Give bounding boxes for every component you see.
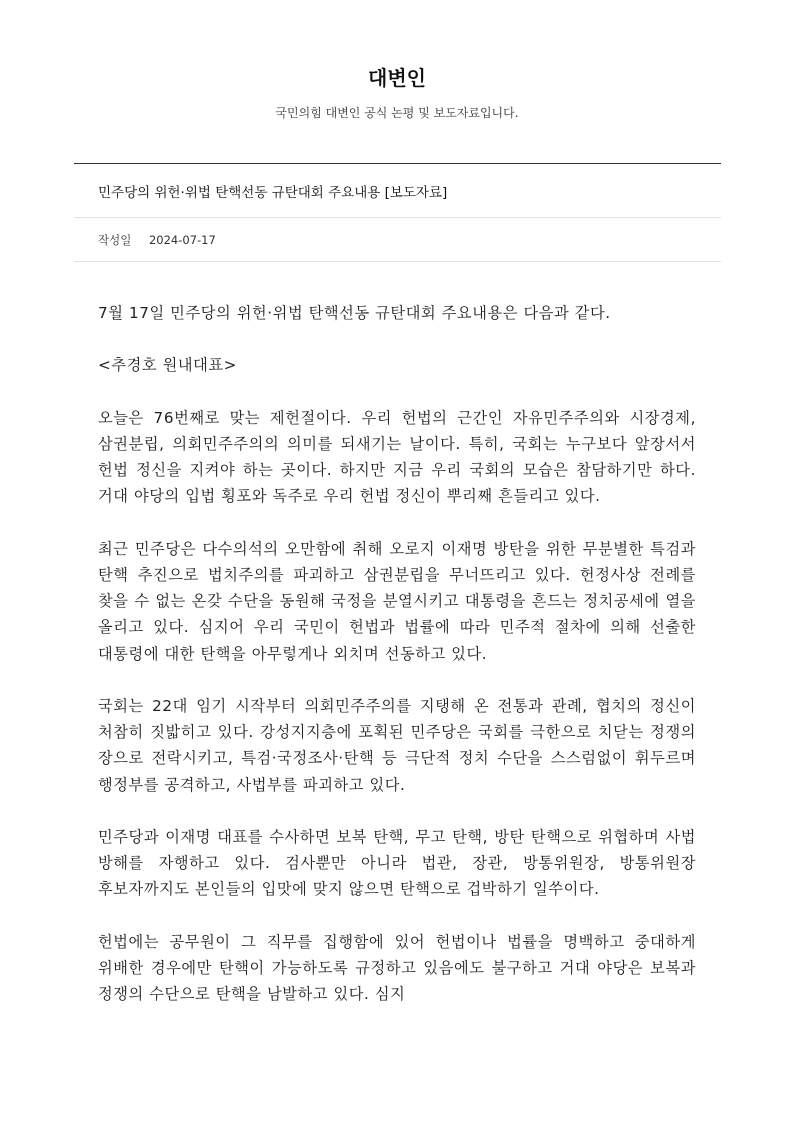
article-date: 2024-07-17	[148, 233, 216, 247]
article-meta	[98, 232, 216, 248]
meta-divider	[74, 261, 721, 262]
body-paragraph: 국회는 22대 임기 시작부터 의회민주주의를 지탱해 온 전통과 관례, 협치의 정신이 처참히 짓밟히고 있다. 강성지지층에 포획된 민주당은 국회를 극한으로 치닫는 정쟁의 장으로 전락시키고, 특검·국정조사·탄핵 등 극단적 정치 수단을 스스럼없이 휘두르며 행정부를 공격하고, 사법부를 파괴하고 있다.	[98, 696, 696, 794]
article-body	[98, 300, 696, 1034]
site-title: 대변인	[368, 66, 426, 90]
body-paragraph: 민주당과 이재명 대표를 수사하면 보복 탄핵, 무고 탄핵, 방탄 탄핵으로 위협하며 사법 방해를 자행하고 있다. 검사뿐만 아니라 법관, 장관, 방통위원장, 방통위원장 후보자까지도 본인들의 입맛에 맞지 않으면 탄핵으로 겁박하기 일쑤이다.	[98, 827, 696, 899]
date-label: 작성일	[98, 233, 132, 247]
body-paragraph: 오늘은 76번째로 맞는 제헌절이다. 우리 헌법의 근간인 자유민주주의와 시장경제, 삼권분립, 의회민주주의의 의미를 되새기는 날이다. 특히, 국회는 누구보다 앞장서서 헌법 정신을 지켜야 하는 곳이다. 하지만 지금 우리 국회의 모습은 참담하기만 하다. 거대 야당의 입법 횡포와 독주로 우리 헌법 정신이 뿌리째 흔들리고 있다.	[98, 408, 696, 506]
article-title: 민주당의 위헌·위법 탄핵선동 규탄대회 주요내용 [보도자료]	[98, 185, 448, 201]
title-divider	[74, 217, 721, 218]
body-paragraph: <추경호 원내대표>	[98, 356, 237, 375]
body-paragraph: 7월 17일 민주당의 위헌·위법 탄핵선동 규탄대회 주요내용은 다음과 같다.	[98, 304, 611, 322]
body-paragraph: 최근 민주당은 다수의석의 오만함에 취해 오로지 이재명 방탄을 위한 무분별한 특검과 탄핵 추진으로 법치주의를 파괴하고 삼권분립을 무너뜨리고 있다. 헌정사상 전례를 찾을 수 없는 온갖 수단을 동원해 국정을 분열시키고 대통령을 흔드는 정치공세에 열을 올리고 있다. 심지어 우리 국민이 헌법과 법률에 따라 민주적 절차에 의해 선출한 대통령에 대한 탄핵을 아무렇게나 외치며 선동하고 있다.	[98, 539, 696, 663]
site-subtitle: 국민의힘 대변인 공식 논평 및 보도자료입니다.	[275, 106, 519, 120]
body-paragraph: 헌법에는 공무원이 그 직무를 집행함에 있어 헌법이나 법률을 명백하고 중대하게 위배한 경우에만 탄핵이 가능하도록 규정하고 있음에도 불구하고 거대 야당은 보복과 정쟁의 수단으로 탄핵을 남발하고 있다. 심지	[98, 932, 696, 1004]
header-divider	[74, 163, 721, 164]
